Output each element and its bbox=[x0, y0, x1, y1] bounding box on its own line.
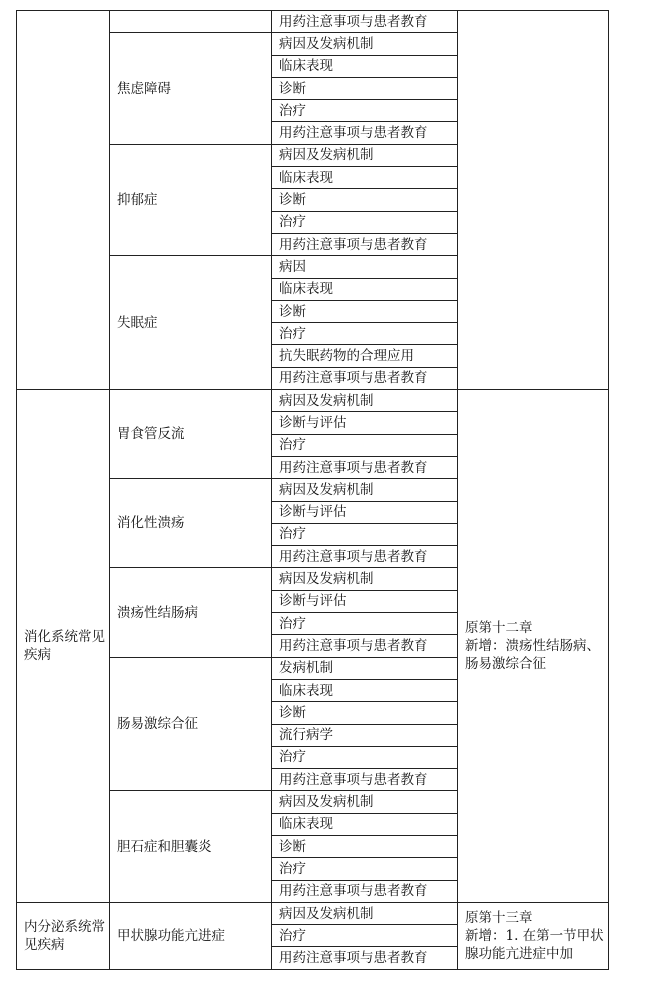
disease-cell: 胃食管反流 bbox=[110, 390, 272, 479]
topic-cell: 用药注意事项与患者教育 bbox=[272, 769, 458, 791]
curriculum-outline-table bbox=[16, 10, 609, 970]
topic-cell: 用药注意事项与患者教育 bbox=[272, 546, 458, 568]
disease-cell: 胆石症和胆囊炎 bbox=[110, 791, 272, 902]
topic-cell: 治疗 bbox=[272, 211, 458, 233]
topic-cell: 用药注意事项与患者教育 bbox=[272, 947, 458, 969]
topic-cell: 临床表现 bbox=[272, 679, 458, 701]
disease-cell: 焦虑障碍 bbox=[110, 33, 272, 144]
topic-cell: 治疗 bbox=[272, 858, 458, 880]
topic-cell: 临床表现 bbox=[272, 167, 458, 189]
disease-cell: 溃疡性结肠病 bbox=[110, 568, 272, 657]
topic-cell: 临床表现 bbox=[272, 278, 458, 300]
topic-cell: 用药注意事项与患者教育 bbox=[272, 367, 458, 389]
topic-cell: 用药注意事项与患者教育 bbox=[272, 635, 458, 657]
disease-cell: 失眠症 bbox=[110, 256, 272, 390]
revision-note-cell: 原第十三章 新增：1. 在第一节甲状腺功能亢进症中加 bbox=[458, 902, 609, 969]
topic-cell: 用药注意事项与患者教育 bbox=[272, 880, 458, 902]
topic-cell: 临床表现 bbox=[272, 813, 458, 835]
topic-cell: 发病机制 bbox=[272, 657, 458, 679]
table-row bbox=[17, 390, 609, 412]
system-category-cell: 消化系统常见疾病 bbox=[17, 390, 110, 903]
topic-cell: 病因及发病机制 bbox=[272, 568, 458, 590]
topic-cell: 诊断与评估 bbox=[272, 590, 458, 612]
topic-cell: 治疗 bbox=[272, 100, 458, 122]
topic-cell: 诊断与评估 bbox=[272, 412, 458, 434]
topic-cell: 用药注意事项与患者教育 bbox=[272, 456, 458, 478]
topic-cell: 病因及发病机制 bbox=[272, 390, 458, 412]
topic-cell: 治疗 bbox=[272, 925, 458, 947]
topic-cell: 治疗 bbox=[272, 434, 458, 456]
topic-cell: 治疗 bbox=[272, 323, 458, 345]
topic-cell: 诊断 bbox=[272, 702, 458, 724]
outline-table-body bbox=[17, 11, 609, 970]
topic-cell: 流行病学 bbox=[272, 724, 458, 746]
topic-cell: 诊断 bbox=[272, 189, 458, 211]
topic-cell: 治疗 bbox=[272, 746, 458, 768]
disease-cell: 甲状腺功能亢进症 bbox=[110, 902, 272, 969]
disease-cell: 抑郁症 bbox=[110, 144, 272, 255]
topic-cell: 诊断 bbox=[272, 77, 458, 99]
topic-cell: 病因及发病机制 bbox=[272, 33, 458, 55]
disease-cell bbox=[110, 11, 272, 33]
topic-cell: 用药注意事项与患者教育 bbox=[272, 233, 458, 255]
topic-cell: 诊断 bbox=[272, 300, 458, 322]
topic-cell: 病因及发病机制 bbox=[272, 479, 458, 501]
table-row bbox=[17, 11, 609, 33]
topic-cell: 治疗 bbox=[272, 523, 458, 545]
topic-cell: 病因及发病机制 bbox=[272, 791, 458, 813]
topic-cell: 抗失眠药物的合理应用 bbox=[272, 345, 458, 367]
topic-cell: 病因及发病机制 bbox=[272, 144, 458, 166]
topic-cell: 治疗 bbox=[272, 613, 458, 635]
topic-cell: 临床表现 bbox=[272, 55, 458, 77]
topic-cell: 诊断 bbox=[272, 835, 458, 857]
revision-note-cell bbox=[458, 11, 609, 390]
table-row bbox=[17, 902, 609, 924]
revision-note-cell: 原第十二章 新增：溃疡性结肠病、肠易激综合征 bbox=[458, 390, 609, 903]
disease-cell: 消化性溃疡 bbox=[110, 479, 272, 568]
system-category-cell: 内分泌系统常见疾病 bbox=[17, 902, 110, 969]
topic-cell: 用药注意事项与患者教育 bbox=[272, 122, 458, 144]
topic-cell: 用药注意事项与患者教育 bbox=[272, 11, 458, 33]
topic-cell: 病因及发病机制 bbox=[272, 902, 458, 924]
topic-cell: 诊断与评估 bbox=[272, 501, 458, 523]
system-category-cell bbox=[17, 11, 110, 390]
topic-cell: 病因 bbox=[272, 256, 458, 278]
disease-cell: 肠易激综合征 bbox=[110, 657, 272, 791]
